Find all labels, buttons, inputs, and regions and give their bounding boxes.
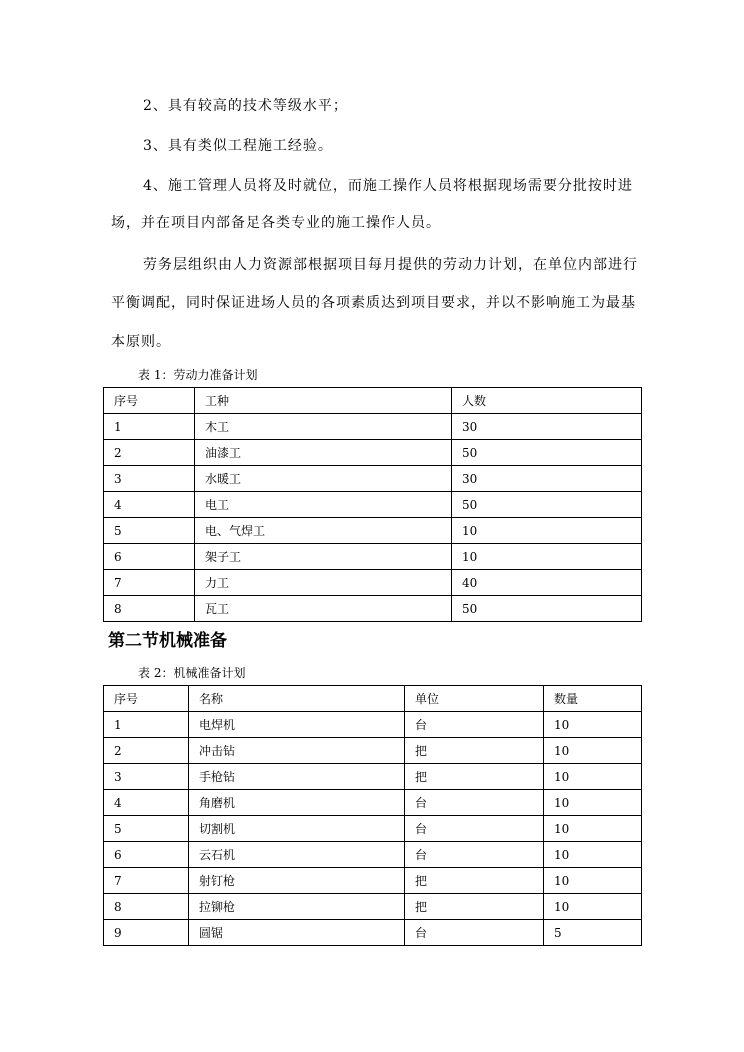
header-cell: 单位 — [405, 686, 544, 712]
cell-unit: 台 — [405, 712, 544, 738]
table-row — [104, 712, 642, 738]
table-row — [104, 790, 642, 816]
cell-quantity: 10 — [544, 816, 642, 842]
table-header-row — [104, 686, 642, 712]
table-row — [104, 738, 642, 764]
cell-quantity: 10 — [544, 868, 642, 894]
table-row — [104, 894, 642, 920]
table-row — [104, 764, 642, 790]
cell-index: 7 — [104, 570, 195, 596]
cell-name: 拉铆枪 — [189, 894, 405, 920]
cell-trade: 油漆工 — [195, 440, 452, 466]
cell-trade: 架子工 — [195, 544, 452, 570]
table-row — [104, 842, 642, 868]
cell-quantity: 5 — [544, 920, 642, 946]
machinery-plan-table — [103, 685, 642, 946]
cell-quantity: 10 — [544, 712, 642, 738]
cell-unit: 把 — [405, 738, 544, 764]
cell-unit: 台 — [405, 816, 544, 842]
cell-index: 8 — [104, 596, 195, 622]
labor-plan-table — [103, 387, 642, 622]
cell-quantity: 10 — [544, 738, 642, 764]
table-row — [104, 414, 642, 440]
cell-trade: 木工 — [195, 414, 452, 440]
table-row — [104, 518, 642, 544]
table-row — [104, 544, 642, 570]
cell-name: 电焊机 — [189, 712, 405, 738]
cell-unit: 把 — [405, 894, 544, 920]
header-cell: 数量 — [544, 686, 642, 712]
header-cell: 序号 — [104, 388, 195, 414]
cell-name: 射钉枪 — [189, 868, 405, 894]
paragraph-requirement-3: 3、具有类似工程施工经验。 — [143, 138, 333, 154]
cell-quantity: 10 — [544, 894, 642, 920]
cell-index: 3 — [104, 764, 189, 790]
cell-index: 4 — [104, 790, 189, 816]
paragraph-labor-line3: 本原则。 — [111, 334, 171, 350]
paragraph-labor-line2: 平衡调配，同时保证进场人员的各项素质达到项目要求，并以不影响施工为最基 — [111, 295, 636, 311]
paragraph-requirement-4-line1: 4、施工管理人员将及时就位，而施工操作人员将根据现场需要分批按时进 — [143, 178, 633, 194]
cell-trade: 水暖工 — [195, 466, 452, 492]
table-row — [104, 570, 642, 596]
cell-count: 50 — [452, 596, 642, 622]
cell-count: 30 — [452, 414, 642, 440]
cell-index: 2 — [104, 738, 189, 764]
table-header-row — [104, 388, 642, 414]
table-row — [104, 596, 642, 622]
table-row — [104, 816, 642, 842]
cell-quantity: 10 — [544, 764, 642, 790]
cell-unit: 台 — [405, 790, 544, 816]
table-row — [104, 492, 642, 518]
cell-name: 角磨机 — [189, 790, 405, 816]
cell-trade: 瓦工 — [195, 596, 452, 622]
cell-trade: 力工 — [195, 570, 452, 596]
table1-caption: 表 1：劳动力准备计划 — [138, 368, 258, 382]
cell-index: 1 — [104, 414, 195, 440]
paragraph-labor-line1: 劳务层组织由人力资源部根据项目每月提供的劳动力计划，在单位内部进行 — [143, 257, 638, 273]
table-row — [104, 440, 642, 466]
cell-count: 10 — [452, 544, 642, 570]
cell-name: 切割机 — [189, 816, 405, 842]
cell-name: 手枪钻 — [189, 764, 405, 790]
cell-index: 4 — [104, 492, 195, 518]
table-row — [104, 466, 642, 492]
cell-index: 5 — [104, 816, 189, 842]
cell-count: 50 — [452, 440, 642, 466]
header-cell: 名称 — [189, 686, 405, 712]
cell-index: 8 — [104, 894, 189, 920]
cell-unit: 把 — [405, 764, 544, 790]
cell-index: 9 — [104, 920, 189, 946]
cell-quantity: 10 — [544, 842, 642, 868]
cell-name: 云石机 — [189, 842, 405, 868]
section-heading: 第二节机械准备 — [108, 631, 227, 651]
cell-index: 2 — [104, 440, 195, 466]
cell-count: 40 — [452, 570, 642, 596]
cell-quantity: 10 — [544, 790, 642, 816]
cell-index: 6 — [104, 842, 189, 868]
cell-count: 10 — [452, 518, 642, 544]
cell-trade: 电、气焊工 — [195, 518, 452, 544]
table-row — [104, 868, 642, 894]
cell-index: 3 — [104, 466, 195, 492]
cell-count: 50 — [452, 492, 642, 518]
paragraph-requirement-2: 2、具有较高的技术等级水平； — [143, 98, 348, 114]
cell-trade: 电工 — [195, 492, 452, 518]
paragraph-requirement-4-line2: 场，并在项目内部备足各类专业的施工操作人员。 — [111, 215, 441, 231]
cell-count: 30 — [452, 466, 642, 492]
table2-caption: 表 2：机械准备计划 — [138, 666, 246, 680]
cell-index: 1 — [104, 712, 189, 738]
cell-index: 5 — [104, 518, 195, 544]
header-cell: 人数 — [452, 388, 642, 414]
cell-index: 7 — [104, 868, 189, 894]
cell-name: 冲击钻 — [189, 738, 405, 764]
header-cell: 工种 — [195, 388, 452, 414]
table-row — [104, 920, 642, 946]
cell-name: 圆锯 — [189, 920, 405, 946]
cell-index: 6 — [104, 544, 195, 570]
cell-unit: 台 — [405, 920, 544, 946]
header-cell: 序号 — [104, 686, 189, 712]
cell-unit: 台 — [405, 842, 544, 868]
cell-unit: 把 — [405, 868, 544, 894]
